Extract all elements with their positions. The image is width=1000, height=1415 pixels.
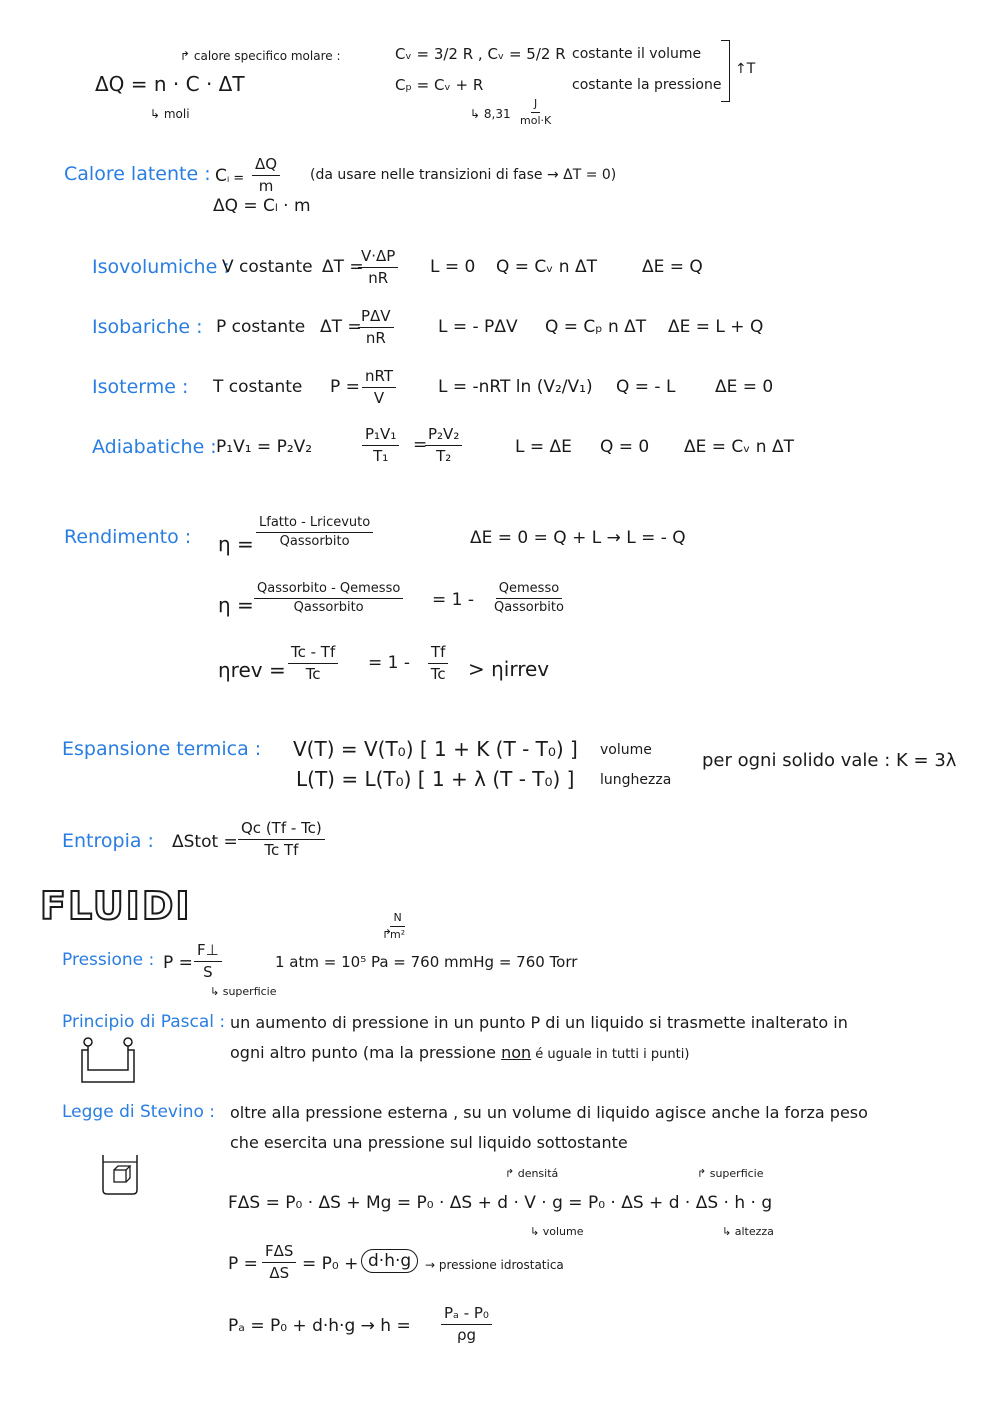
eta3-den2: Tc xyxy=(430,664,446,683)
cl-lhs: C xyxy=(215,166,227,186)
isoterme-p-den: V xyxy=(373,388,385,407)
stevino-pa-fraction xyxy=(441,1305,492,1343)
stevino-line2: che esercita una pressione sul liquido sottostante xyxy=(230,1133,628,1152)
isovolumiche-q: Q = Cᵥ n ΔT xyxy=(496,257,597,277)
stevino-volume-note: ↳ volume xyxy=(530,1225,584,1238)
dq-formula: ΔQ = n · C · ΔT xyxy=(95,72,245,96)
isovolumiche-dt-fraction xyxy=(358,248,398,286)
eta2-fraction2 xyxy=(494,582,564,616)
eta1-num: Lfatto - Lricevuto xyxy=(256,516,373,533)
pressione-unit-arrow: ↱ xyxy=(382,927,393,941)
eta1-fraction xyxy=(256,516,373,550)
stevino-altezza-note: ↳ altezza xyxy=(722,1225,774,1238)
isovolumiche-label: Isovolumiche : xyxy=(92,256,230,278)
isobariche-label: Isobariche : xyxy=(92,316,203,338)
pascal-container-icon xyxy=(78,1036,138,1086)
r-unit-num: J xyxy=(531,98,540,113)
eta2-num: Qassorbito - Qemesso xyxy=(254,582,403,599)
stevino-p-den: ΔS xyxy=(269,1263,290,1282)
stevino-p-fraction xyxy=(262,1243,296,1281)
pressione-surface-note: ↳ superficie xyxy=(210,985,277,998)
r-unit xyxy=(520,98,551,127)
adiabatiche-frac-right xyxy=(425,426,462,464)
eta1-lhs: η = xyxy=(218,532,254,556)
adiabatiche-frac-right-num: P₂V₂ xyxy=(425,426,462,446)
pressione-lhs: P = xyxy=(163,953,193,973)
isobariche-dt-num: PΔV xyxy=(358,308,394,328)
espansione-len-note: lunghezza xyxy=(600,772,672,788)
pascal-label: Principio di Pascal : xyxy=(62,1012,226,1032)
cl-sub-eq: ₗ = xyxy=(227,171,245,186)
espansione-len: L(T) = L(T₀) [ 1 + λ (T - T₀) ] xyxy=(296,767,575,791)
pressione-unit-num: N xyxy=(390,912,404,927)
isobariche-dt-den: nR xyxy=(365,328,386,347)
stevino-p-mid: = P₀ + xyxy=(302,1254,359,1274)
vol-const-note: costante il volume xyxy=(572,46,702,62)
adiabatiche-de: ΔE = Cᵥ n ΔT xyxy=(684,437,794,457)
isobariche-dt: ΔT = xyxy=(320,317,362,337)
pressione-label: Pressione : xyxy=(62,950,155,970)
eta3-lhs: ηrev = xyxy=(218,658,286,682)
espansione-vol-note: volume xyxy=(600,742,652,758)
stevino-density-note: ↱ densitá xyxy=(505,1167,559,1180)
stevino-pa-num: Pₐ - P₀ xyxy=(441,1305,492,1325)
adiabatiche-frac-left-num: P₁V₁ xyxy=(362,426,399,446)
isoterme-p: P = xyxy=(330,377,360,397)
isoterme-de: ΔE = 0 xyxy=(715,377,774,397)
eta2-mid: = 1 - xyxy=(432,590,475,610)
stevino-beaker-icon xyxy=(100,1152,140,1196)
adiabatiche-label: Adiabatiche : xyxy=(92,436,217,458)
adiabatiche-q: Q = 0 xyxy=(600,437,650,457)
rendimento-label: Rendimento : xyxy=(64,526,192,548)
latent-dq-line: ΔQ = Cₗ · m xyxy=(213,196,311,216)
cv-line: Cᵥ = 3/2 R , Cᵥ = 5/2 R xyxy=(395,45,566,63)
entropia-den: Tc Tf xyxy=(264,840,299,859)
pascal-line1: un aumento di pressione in un punto P di un liquido si trasmette inalterato in xyxy=(230,1013,848,1032)
pressione-num: F⊥ xyxy=(194,942,222,962)
eta1-den: Qassorbito xyxy=(279,534,350,550)
pressione-atm: 1 atm = 10⁵ Pa = 760 mmHg = 760 Torr xyxy=(275,953,578,971)
isobariche-dt-fraction xyxy=(358,308,394,346)
latent-label: Calore latente : xyxy=(64,163,211,185)
isovolumiche-dt-num: V·ΔP xyxy=(358,248,398,268)
eta2-lhs: η = xyxy=(218,593,254,617)
isobariche-de: ΔE = L + Q xyxy=(668,317,764,337)
eta2-fraction xyxy=(254,582,403,616)
up-t-note: ↑T xyxy=(735,61,756,77)
cl-num: ΔQ xyxy=(252,156,280,176)
isobariche-cond: P costante xyxy=(216,317,306,337)
entropia-fraction xyxy=(238,820,325,858)
cl-den: m xyxy=(258,176,274,195)
stevino-p-lhs: P = xyxy=(228,1254,258,1274)
pascal-line2-non: non xyxy=(501,1043,532,1062)
pascal-line2a: ogni altro punto (ma la pressione xyxy=(230,1043,502,1062)
espansione-label: Espansione termica : xyxy=(62,738,262,760)
isovolumiche-dt-den: nR xyxy=(368,268,389,287)
adiabatiche-l: L = ΔE xyxy=(515,437,572,457)
stevino-force-eq: FΔS = P₀ · ΔS + Mg = P₀ · ΔS + d · V · g = P₀ · ΔS + d · ΔS · h · g xyxy=(228,1193,773,1213)
eta3-mid: = 1 - xyxy=(368,653,411,673)
stevino-p-num: FΔS xyxy=(262,1243,296,1263)
isovolumiche-de: ΔE = Q xyxy=(642,257,703,277)
stevino-pa-eq: Pₐ = P₀ + d·h·g → h = xyxy=(228,1316,411,1336)
adiabatiche-cond: P₁V₁ = P₂V₂ xyxy=(216,437,313,457)
adiabatiche-frac-left xyxy=(362,426,399,464)
fluidi-heading: FLUIDI xyxy=(40,884,192,928)
eta3-end: > ηirrev xyxy=(468,657,550,681)
rendimento-side: ΔE = 0 = Q + L → L = - Q xyxy=(470,528,686,548)
calore-specifico-note: ↱ calore specifico molare : xyxy=(180,49,341,63)
isoterme-q: Q = - L xyxy=(616,377,676,397)
adiabatiche-frac-right-den: T₂ xyxy=(436,446,452,465)
entropia-num: Qc (Tf - Tc) xyxy=(238,820,325,840)
isobariche-q: Q = Cₚ n ΔT xyxy=(545,317,647,337)
isoterme-p-num: nRT xyxy=(362,368,396,388)
eta3-fraction xyxy=(288,644,338,682)
isoterme-cond: T costante xyxy=(213,377,303,397)
r-value: ↳ 8,31 xyxy=(470,107,511,121)
espansione-solid: per ogni solido vale : K = 3λ xyxy=(702,750,957,771)
isobariche-l: L = - PΔV xyxy=(438,317,518,337)
stevino-pa-den: ρg xyxy=(456,1325,476,1344)
isovolumiche-cond: V costante xyxy=(222,257,313,277)
eta2-den: Qassorbito xyxy=(293,600,364,616)
entropia-lhs: ΔStot = xyxy=(172,832,238,852)
stevino-p-circled: d·h·g xyxy=(361,1249,418,1273)
isovolumiche-l: L = 0 xyxy=(430,257,476,277)
cl-fraction xyxy=(252,156,280,194)
r-unit-den: mol·K xyxy=(520,114,552,128)
adiabatiche-frac-left-den: T₁ xyxy=(373,446,389,465)
eta2-num2: Qemesso xyxy=(496,582,562,599)
moli-note: ↳ moli xyxy=(150,107,190,121)
pressione-den: S xyxy=(203,962,213,981)
entropia-label: Entropia : xyxy=(62,830,154,852)
isoterme-p-fraction xyxy=(362,368,396,406)
bracket xyxy=(721,40,730,102)
press-const-note: costante la pressione xyxy=(572,77,722,93)
isoterme-l: L = -nRT ln (V₂/V₁) xyxy=(438,377,593,397)
adiabatiche-eq: = xyxy=(413,435,428,455)
stevino-p-note: → pressione idrostatica xyxy=(425,1258,564,1272)
eta3-fraction2 xyxy=(428,644,448,682)
latent-note: (da usare nelle transizioni di fase → ΔT = 0) xyxy=(310,167,617,183)
pascal-line2 xyxy=(230,1045,689,1061)
pascal-line2b: é uguale in tutti i punti) xyxy=(531,1047,690,1062)
espansione-vol: V(T) = V(T₀) [ 1 + K (T - T₀) ] xyxy=(293,737,578,761)
pressione-unit-den: m² xyxy=(390,928,406,942)
isoterme-label: Isoterme : xyxy=(92,376,189,398)
stevino-line1: oltre alla pressione esterna , su un volume di liquido agisce anche la forza peso xyxy=(230,1103,868,1122)
eta3-num2: Tf xyxy=(428,644,448,664)
eta3-den: Tc xyxy=(305,664,321,683)
pressione-unit xyxy=(390,912,405,941)
eta3-num: Tc - Tf xyxy=(288,644,338,664)
stevino-label: Legge di Stevino : xyxy=(62,1102,215,1122)
eta2-den2: Qassorbito xyxy=(494,600,564,616)
stevino-surface-note: ↱ superficie xyxy=(697,1167,764,1180)
cp-line: Cₚ = Cᵥ + R xyxy=(395,76,484,94)
pressione-fraction xyxy=(194,942,222,980)
isovolumiche-dt: ΔT = xyxy=(322,257,364,277)
stevino-p-circled-wrap xyxy=(361,1253,418,1270)
